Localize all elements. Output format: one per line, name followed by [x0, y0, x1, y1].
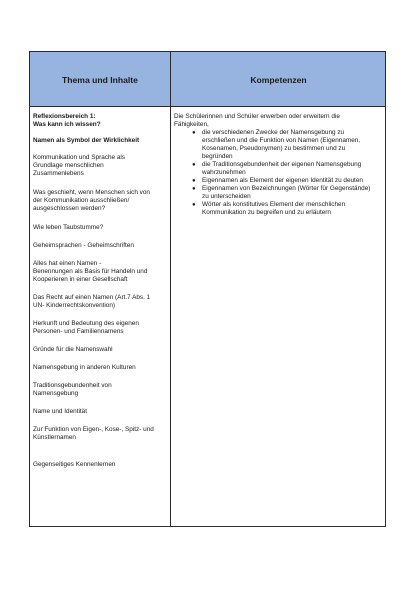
section-title-line2: Was kann ich wissen?	[33, 121, 101, 128]
left-list-item-line: Was geschieht, wenn Menschen sich von	[33, 189, 150, 196]
competence-item	[192, 129, 382, 161]
header-kompetenzen: Kompetenzen	[250, 74, 307, 85]
competence-item	[192, 177, 382, 185]
header-thema-und-inhalte: Thema und Inhalte	[62, 74, 138, 85]
left-list-item-line: ausgeschlossen werden?	[33, 205, 106, 212]
competence-item-line: Wörter als konstitutives Element der menschlichen	[202, 201, 346, 208]
bullet-icon: ●	[192, 202, 196, 208]
left-list-item-line: Gegenseitiges Kennenlernen	[33, 461, 116, 468]
left-list-item-line: Kommunikation und Sprache als	[33, 154, 126, 161]
left-list-item-line: der Kommunikation ausschließen/	[33, 197, 130, 204]
competence-item-line: zu unterscheiden	[202, 193, 251, 200]
left-list-item	[33, 320, 167, 336]
bullet-icon: ●	[192, 130, 196, 136]
left-list-item-line: Das Recht auf einen Namen (Art.7 Abs. 1	[33, 294, 151, 301]
section-title	[33, 113, 167, 129]
competence-item-line: erschließen und die Funktion von Namen (Eigennamen,	[202, 137, 361, 144]
section-title-line1: Reflexionsbereich 1:	[33, 113, 96, 120]
left-list-item	[33, 408, 167, 416]
right-column	[174, 113, 382, 217]
left-list-item	[33, 154, 167, 178]
competence-intro	[174, 113, 382, 129]
competence-item	[192, 185, 382, 201]
left-list-item	[33, 260, 167, 284]
left-list-item-line: Alles hat einen Namen -	[33, 260, 102, 267]
bullet-icon: ●	[192, 186, 196, 192]
left-list-item	[33, 364, 167, 372]
competence-item-line: die Traditionsgebundenheit der eigenen Namensgebung	[202, 161, 362, 168]
left-list-item-line: Benennungen als Basis für Handeln und	[33, 268, 148, 275]
bullet-icon: ●	[192, 178, 196, 184]
left-list-item	[33, 242, 167, 250]
competence-item-line: wahrzunehmen	[202, 169, 246, 176]
left-list-item-line: Kooperieren in einer Gesellschaft	[33, 276, 128, 283]
competence-item	[192, 161, 382, 177]
left-list-item	[33, 224, 167, 232]
left-list-item-line: Geheimsprachen - Geheimschriften	[33, 242, 134, 249]
left-list-item-line: Zusammenlebens	[33, 170, 84, 177]
left-list-item-line: UN- Kinderrechtskonvention)	[33, 302, 116, 309]
competence-item	[192, 201, 382, 217]
competence-item-line: Kosenamen, Pseudonymen) zu bestimmen und zu	[202, 145, 346, 152]
competence-item-line: begründen	[202, 153, 233, 160]
left-list-item	[33, 294, 167, 310]
left-list-item-line: Name und Identität	[33, 408, 87, 415]
left-list-item-line: Namensgebung in anderen Kulturen	[33, 364, 136, 371]
left-list-item	[33, 189, 167, 213]
content-table	[29, 51, 386, 527]
left-list-item-line: Künstlernamen	[33, 434, 76, 441]
left-list-item	[33, 461, 167, 469]
left-list-item	[33, 426, 167, 442]
competence-item-line: Eigennamen von Bezeichnungen (Wörter für Gegenstände)	[202, 185, 371, 192]
left-list-item-line: Zur Funktion von Eigen-, Kose-, Spitz- und	[33, 426, 154, 433]
left-list-item-line: Wie leben Taubstumme?	[33, 224, 104, 231]
bullet-icon: ●	[192, 162, 196, 168]
intro-line2: Fähigkeiten,	[174, 121, 209, 128]
competence-item-line: Kommunikation zu begreifen und zu erläutern	[202, 209, 331, 216]
left-items	[33, 145, 167, 469]
competence-item-line: Eigennamen als Element der eigenen Identität zu deuten	[202, 177, 363, 184]
left-list-item-line: Traditionsgebundenheit von	[33, 382, 112, 389]
left-list-item-line: Grundlage menschlichen	[33, 162, 104, 169]
left-list-item-line: Herkunft und Bedeutung des eigenen	[33, 320, 139, 327]
left-list-item	[33, 346, 167, 354]
left-list-item-line: Gründe für die Namenswahl	[33, 346, 113, 353]
column-divider	[170, 52, 171, 526]
section-subtitle: Namen als Symbol der Wirklichkeit	[33, 137, 140, 144]
intro-line1: Die Schülerinnen und Schüler erwerben oder erweitern die	[174, 113, 340, 120]
left-list-item-line: Personen- und Familiennamens	[33, 328, 124, 335]
left-list-item	[33, 382, 167, 398]
competence-list	[174, 129, 382, 217]
left-list-item-line: Namensgebung	[33, 390, 79, 397]
left-column	[33, 113, 167, 469]
competence-item-line: die verschiedenen Zwecke der Namensgebung zu	[202, 129, 345, 136]
